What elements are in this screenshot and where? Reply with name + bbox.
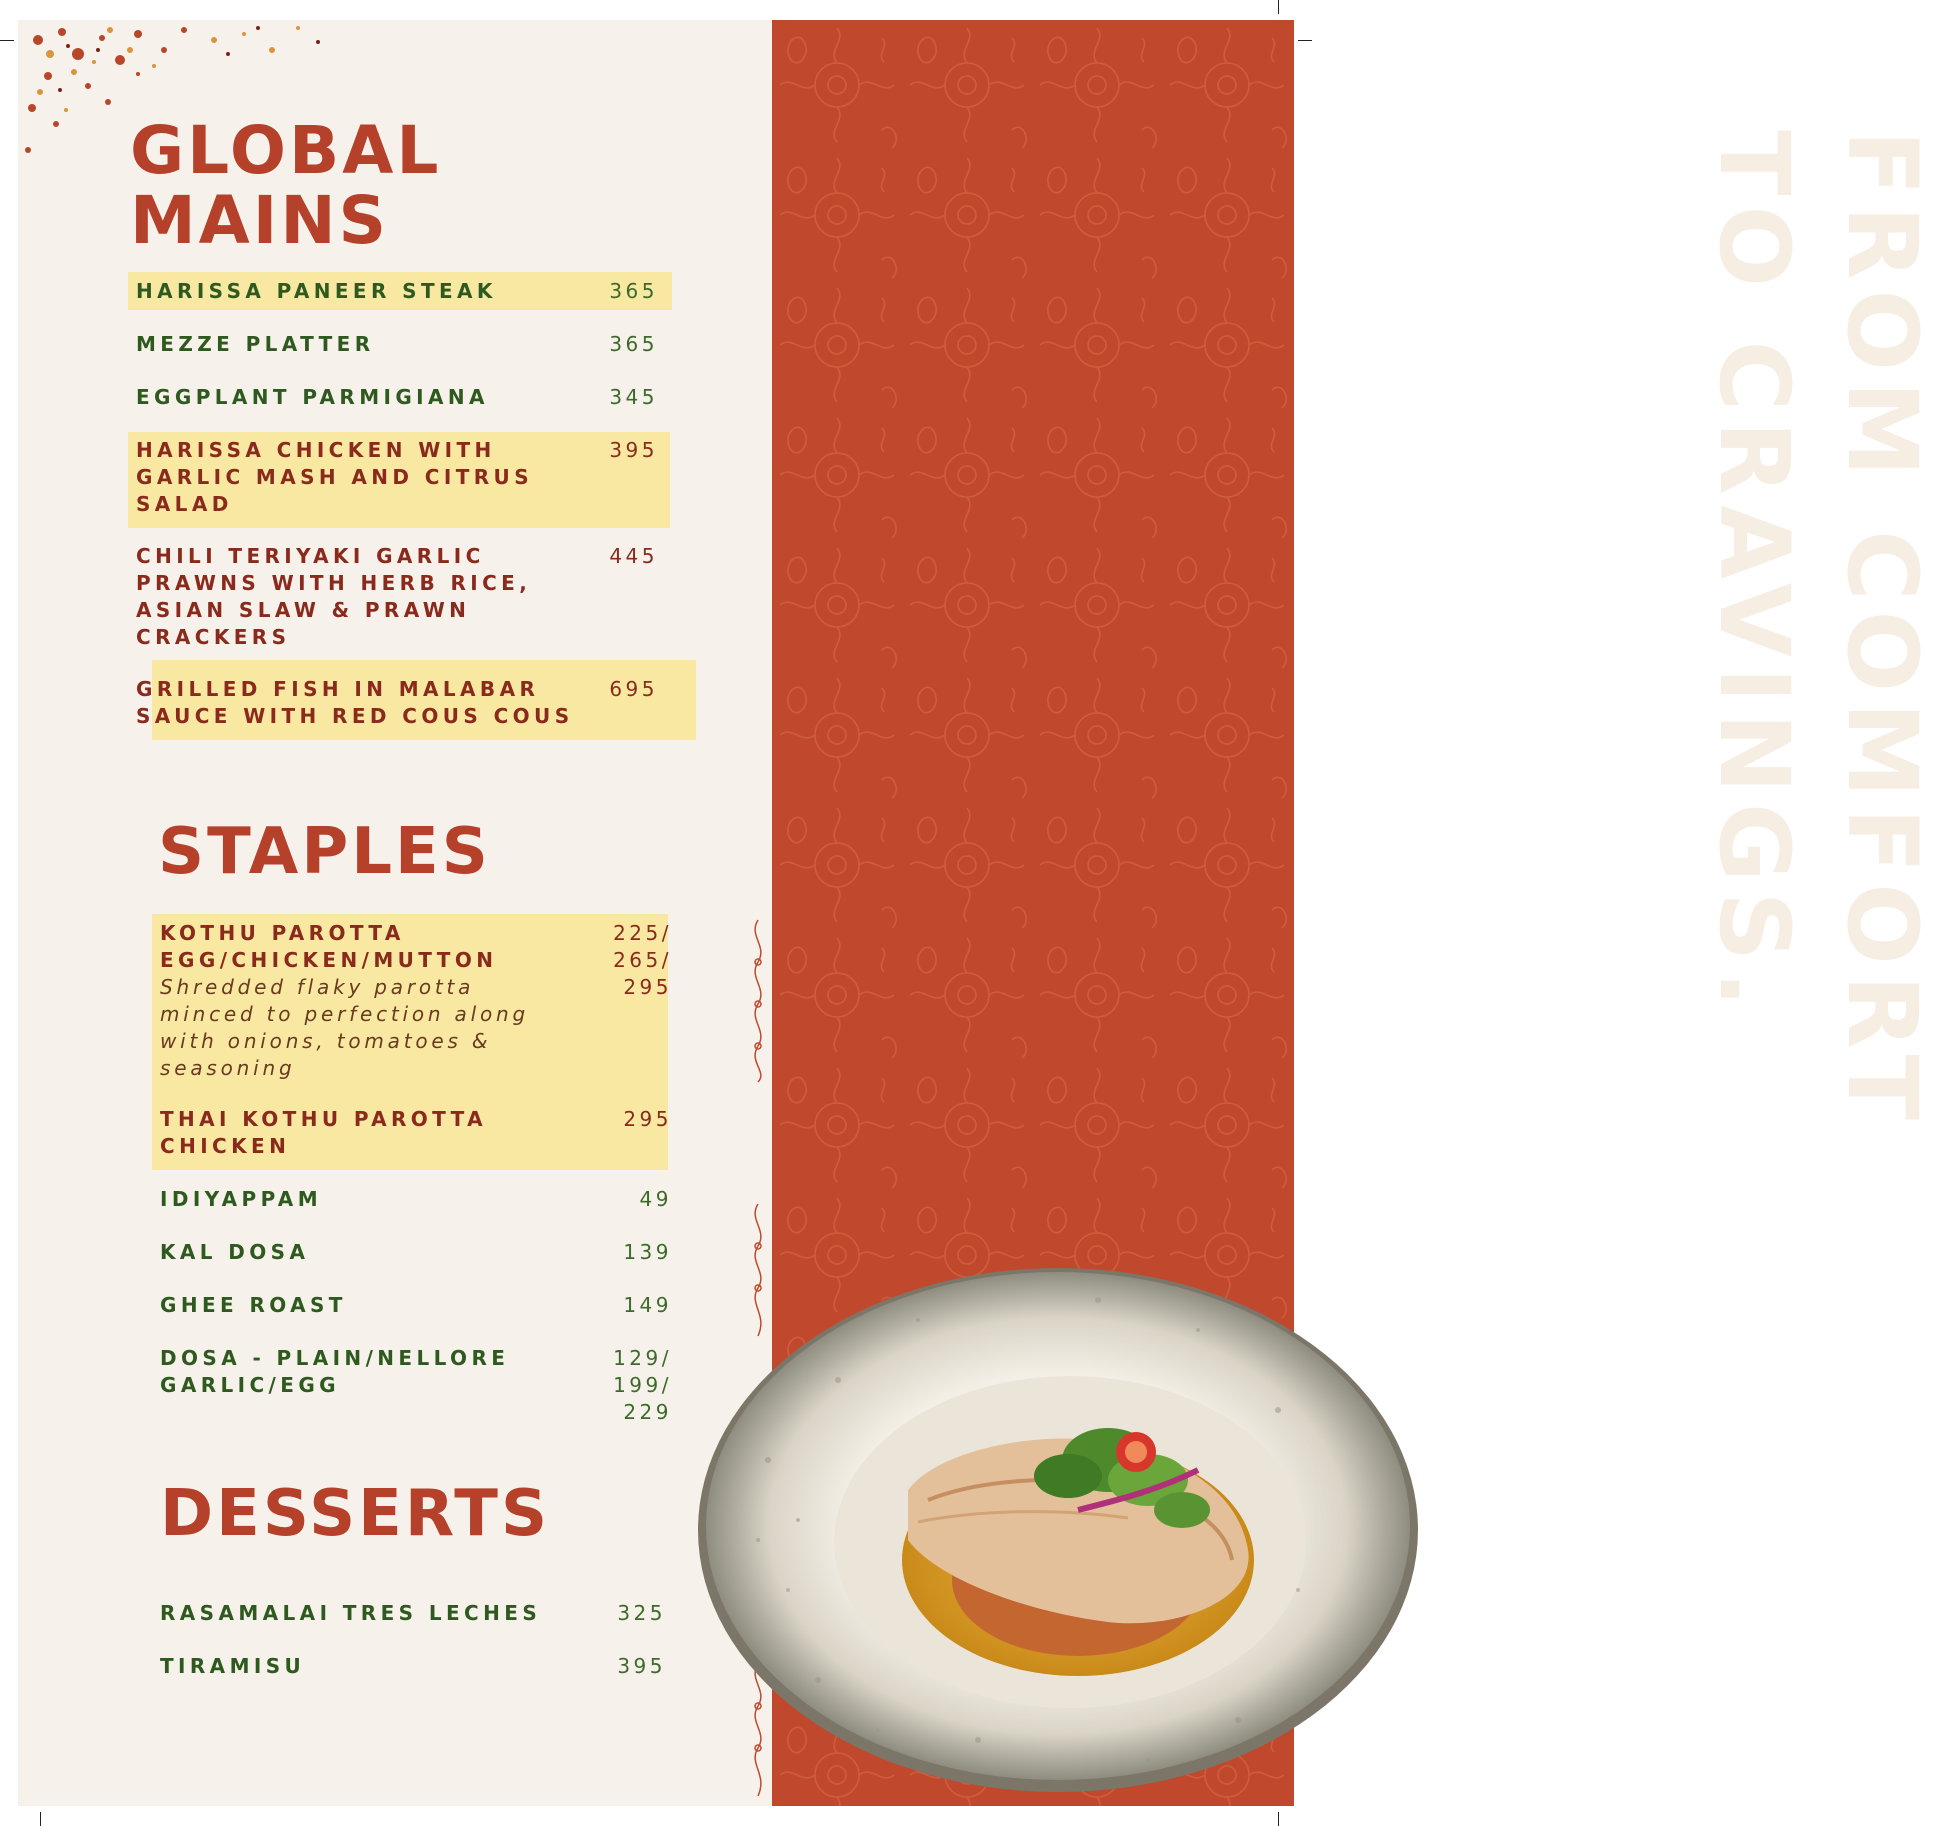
tagline-line2: TO CRAVINGS. — [1698, 130, 1810, 1018]
menu-item-name: CHILI TERIYAKI GARLIC PRAWNS WITH HERB RICE, ASIAN SLAW & PRAWN CRACKERS — [136, 544, 532, 649]
menu-item-name: GRILLED FISH IN MALABAR SAUCE WITH RED COUS COUS — [136, 677, 574, 728]
tagline — [1690, 130, 1946, 1130]
menu-item-name: MEZZE PLATTER — [136, 332, 375, 356]
menu-item-name: HARISSA PANEER STEAK — [136, 279, 497, 303]
crop-mark — [1278, 0, 1279, 14]
menu-item-name: KAL DOSA — [160, 1240, 310, 1264]
menu-page — [18, 20, 1938, 1806]
menu-item-name: EGGPLANT PARMIGIANA — [136, 385, 489, 409]
menu-item-price: 149 — [623, 1293, 672, 1317]
global-mains-heading: GLOBAL MAINS — [130, 112, 442, 259]
menu-item-name: DOSA - PLAIN/NELLORE GARLIC/EGG — [160, 1346, 510, 1397]
menu-item-price: 345 — [609, 385, 658, 409]
staples-heading: STAPLES — [158, 815, 491, 889]
grilled-fish-dish-image — [678, 1260, 1318, 1800]
menu-item-price: 365 — [609, 279, 658, 303]
menu-item-price: 225/ 265/ 295 — [613, 921, 672, 999]
menu-item-price: 395 — [617, 1654, 666, 1678]
menu-item-price: 129/ 199/ 229 — [613, 1346, 672, 1424]
menu-item-name: TIRAMISU — [160, 1654, 306, 1678]
menu-item-name: IDIYAPPAM — [160, 1187, 322, 1211]
crop-mark — [0, 40, 14, 41]
menu-item-name: GHEE ROAST — [160, 1293, 347, 1317]
crop-mark — [40, 1812, 41, 1826]
menu-item-price: 395 — [609, 438, 658, 462]
menu-item-price: 365 — [609, 332, 658, 356]
crop-mark — [1298, 40, 1312, 41]
menu-item-price: 445 — [609, 544, 658, 568]
tagline-line1: FROM COMFORT — [1826, 130, 1938, 1130]
menu-item-price: 695 — [609, 677, 658, 701]
menu-item-price: 49 — [639, 1187, 672, 1211]
lace-ornament — [746, 916, 770, 1086]
menu-item-name: HARISSA CHICKEN WITH GARLIC MASH AND CITRUS SALAD — [136, 438, 533, 516]
menu-item-name: RASAMALAI TRES LECHES — [160, 1601, 542, 1625]
menu-item-price: 325 — [617, 1601, 666, 1625]
menu-item-price: 295 — [623, 1107, 672, 1131]
menu-item-description: Shredded flaky parotta minced to perfection along with onions, tomatoes & seasoning — [160, 975, 529, 1080]
menu-item-price: 139 — [623, 1240, 672, 1264]
menu-item-name: KOTHU PAROTTA EGG/CHICKEN/MUTTON — [160, 921, 498, 972]
crop-mark — [1278, 1812, 1279, 1826]
menu-item-name: THAI KOTHU PAROTTA CHICKEN — [160, 1107, 488, 1158]
desserts-heading: DESSERTS — [160, 1477, 551, 1551]
